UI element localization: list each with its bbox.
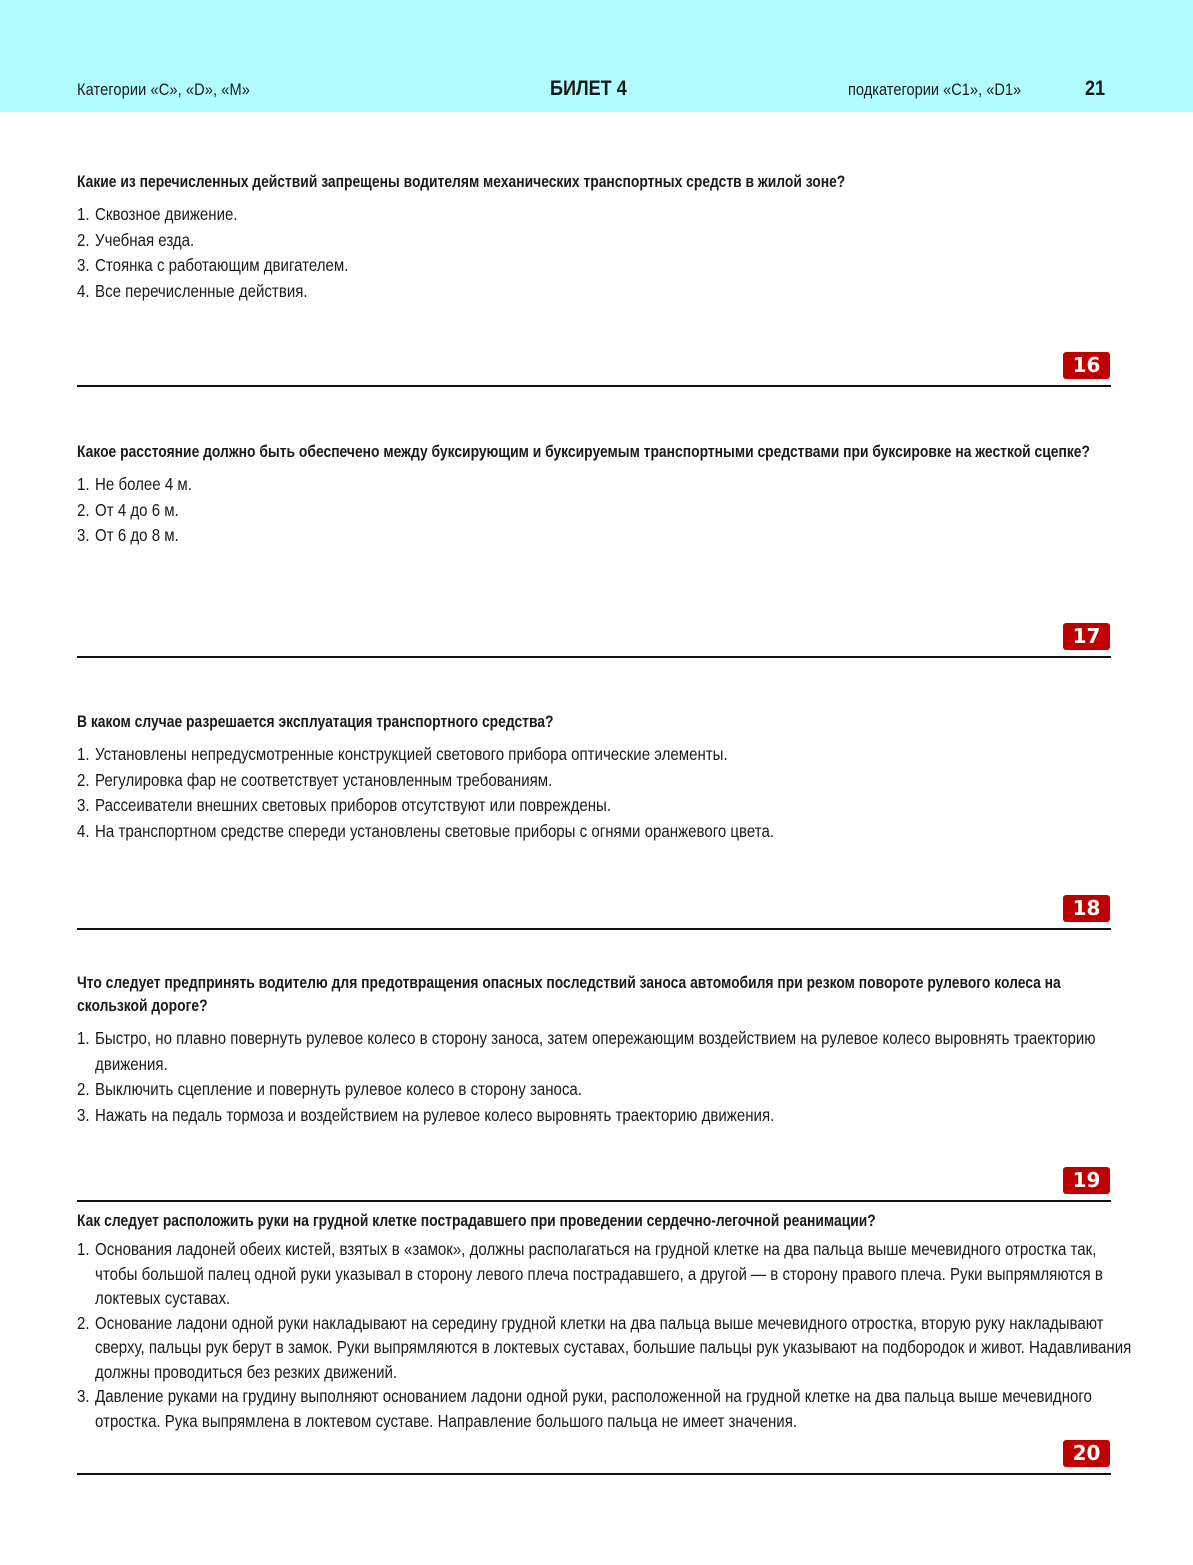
ticket-title: БИЛЕТ 4	[550, 77, 627, 100]
answer-text: Рассеиватели внешних световых приборов отсутствуют или повреждены.	[95, 795, 612, 815]
answer-number: 2.	[77, 769, 90, 790]
answer-text: Установлены непредусмотренные конструкцией светового прибора оптические элементы.	[95, 744, 728, 764]
answer-list	[77, 1237, 1132, 1433]
question-19	[77, 972, 1111, 1128]
answer-text: Стоянка с работающим двигателем.	[95, 255, 349, 275]
answer-option[interactable]	[77, 819, 1136, 845]
answer-option[interactable]	[77, 228, 1136, 254]
answer-number: 4.	[77, 820, 90, 841]
answer-option[interactable]	[77, 253, 1136, 279]
answer-option[interactable]	[77, 1103, 1136, 1129]
section-divider	[77, 656, 1111, 658]
answer-text: На транспортном средстве спереди установлены световые приборы с огнями оранжевого цвета.	[95, 820, 775, 841]
answer-number: 3.	[77, 255, 90, 275]
answer-number: 2.	[77, 1079, 90, 1099]
answer-number: 3.	[77, 1386, 90, 1406]
answer-text: Давление руками на грудину выполняют основанием ладони одной руки, расположенной на грудной клетке на два пальца выше мечевидного отростка. Рука выпрямлена в локтевом суставе. Направление большого пальца не имеет значения.	[95, 1386, 1092, 1431]
answer-option[interactable]	[77, 202, 1136, 228]
answer-number: 1.	[77, 204, 90, 224]
section-divider	[77, 1200, 1111, 1202]
section-divider	[77, 928, 1111, 930]
question-number-badge: 16	[1063, 352, 1110, 379]
page-number: 21	[1085, 77, 1106, 100]
answer-option[interactable]	[77, 279, 1136, 305]
answer-list	[77, 742, 1111, 844]
answer-text: Сквозное движение.	[95, 204, 238, 224]
answer-option[interactable]	[77, 523, 1136, 549]
answer-option[interactable]	[77, 793, 1136, 819]
answer-number: 3.	[77, 525, 90, 545]
answer-number: 1.	[77, 1028, 90, 1048]
answer-text: Выключить сцепление и повернуть рулевое колесо в сторону заноса.	[95, 1079, 582, 1099]
question-title: Как следует расположить руки на грудной клетке пострадавшего при проведении сердечно-легочной реанимации?	[77, 1212, 876, 1230]
question-title: В каком случае разрешается эксплуатация транспортного средства?	[77, 713, 554, 731]
question-number-badge: 17	[1063, 623, 1110, 650]
answer-option[interactable]	[77, 1026, 1136, 1077]
answer-number: 2.	[77, 499, 90, 520]
question-20	[77, 1210, 1132, 1433]
answer-number: 3.	[77, 795, 90, 815]
answer-text: Основание ладони одной руки накладывают на середину грудной клетки на два пальца выше мечевидного отростка, вторую руку накладывают сверху, пальцы рук берут в замок. Руки выпрямляются в локтевых суставах, большие пальцы рук указывают на подбородок и живот. Надавливания должны проводиться без резких движений.	[95, 1312, 1132, 1382]
answer-text: Основания ладоней обеих кистей, взятых в «замок», должны располагаться на грудной клетке на два пальца выше мечевидного отростка так, чтобы большой палец одной руки указывал в сторону левого плеча пострадавшего, а другой — в сторону правого плеча. Руки выпрямляются в локтевых суставах.	[95, 1239, 1103, 1308]
page-header	[0, 0, 1193, 112]
answer-number: 1.	[77, 744, 90, 764]
answer-number: 1.	[77, 474, 90, 494]
answer-option[interactable]	[77, 1311, 1136, 1385]
answer-text: Регулировка фар не соответствует установленным требованиям.	[95, 769, 553, 790]
answer-list	[77, 1026, 1111, 1128]
section-divider	[77, 385, 1111, 387]
answer-list	[77, 472, 1111, 549]
answer-text: Нажать на педаль тормоза и воздействием на рулевое колесо выровнять траекторию движения.	[95, 1104, 775, 1125]
answer-option[interactable]	[77, 1384, 1136, 1433]
answer-text: Быстро, но плавно повернуть рулевое колесо в сторону заноса, затем опережающим воздействием на рулевое колесо выровнять траекторию движения.	[95, 1028, 1096, 1074]
answer-option[interactable]	[77, 742, 1136, 768]
question-title: Какое расстояние должно быть обеспечено между буксирующим и буксируемым транспортными средствами при буксировке на жесткой сцепке?	[77, 443, 1090, 461]
answer-text: Все перечисленные действия.	[95, 280, 308, 301]
answer-option[interactable]	[77, 1077, 1136, 1103]
question-number-badge: 18	[1063, 895, 1110, 922]
answer-number: 3.	[77, 1104, 90, 1125]
answer-option[interactable]	[77, 768, 1136, 794]
answer-text: Не более 4 м.	[95, 474, 192, 494]
question-title: Какие из перечисленных действий запрещены водителям механических транспортных средств в жилой зоне?	[77, 173, 846, 191]
answer-text: Учебная езда.	[95, 229, 195, 250]
answer-option[interactable]	[77, 472, 1136, 498]
question-title: Что следует предпринять водителю для предотвращения опасных последствий заноса автомобиля при резком повороте рулевого колеса на скользкой дороге?	[77, 974, 1061, 1015]
answer-number: 2.	[77, 229, 90, 250]
answer-number: 4.	[77, 280, 90, 301]
header-categories: Категории «C», «D», «M»	[77, 80, 250, 99]
section-divider	[77, 1473, 1111, 1475]
answer-option[interactable]	[77, 1237, 1136, 1311]
answer-number: 2.	[77, 1312, 90, 1333]
header-subcategories: подкатегории «C1», «D1»	[848, 80, 1022, 99]
question-number-badge: 19	[1063, 1167, 1110, 1194]
question-16	[77, 171, 1111, 304]
answer-number: 1.	[77, 1239, 90, 1259]
question-17	[77, 441, 1111, 549]
question-number-badge: 20	[1063, 1440, 1110, 1467]
answer-option[interactable]	[77, 498, 1136, 524]
answer-text: От 4 до 6 м.	[95, 499, 179, 520]
question-18	[77, 711, 1111, 844]
answer-list	[77, 202, 1111, 304]
answer-text: От 6 до 8 м.	[95, 525, 179, 545]
